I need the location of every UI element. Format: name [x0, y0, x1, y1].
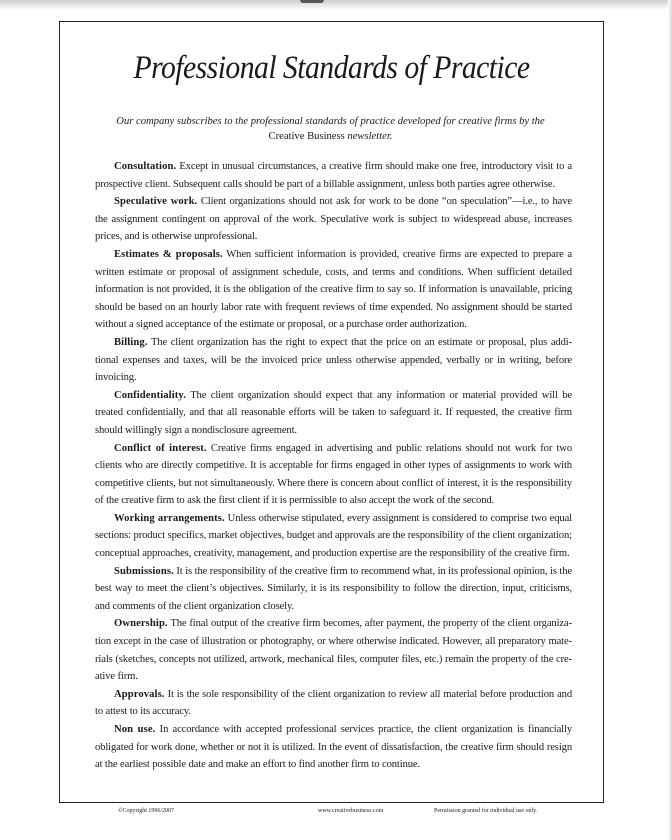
section-heading: Estimates & proposals.	[114, 248, 223, 260]
standards-list	[95, 158, 572, 774]
section-heading: Ownership.	[114, 618, 168, 630]
section-heading: Working arrangements.	[114, 512, 225, 524]
viewer-top-edge	[0, 0, 672, 10]
section-heading: Speculative work.	[114, 196, 198, 208]
section-body: Unless otherwise stipulated, every assignment is considered to comprise two equal sections: product specifics, market objectives, budget and approvals are the responsibility of the client organization; conceptual approaches, creativity, management, and production expertise are the responsibility of the creative firm.	[95, 512, 573, 560]
intro-text	[88, 114, 573, 144]
section-heading: Conflict of interest.	[114, 442, 207, 454]
section-confidentiality	[95, 387, 572, 440]
intro-statement: Our company subscribes to the professional standards of practice developed for creative firms by the	[116, 116, 545, 127]
footer-copyright: ©Copyright 1996/2007	[118, 808, 175, 814]
section-approvals	[95, 686, 572, 721]
section-heading: Submissions.	[114, 565, 174, 577]
section-non-use	[95, 721, 572, 774]
section-body: The final output of the creative firm becomes, after payment, the property of the client organiza-tion except in the case of illustration or photography, or where otherwise indicated. However, all preparatory mate-rials (sketches, concepts not utilized, artwork, mechanical files, computer files, etc.) remain the property of the cre-ative firm.	[95, 618, 572, 683]
section-conflict-of-interest	[95, 440, 572, 510]
section-heading: Non use.	[114, 724, 156, 735]
footer-permission: Permission granted for individual use only.	[434, 808, 538, 814]
section-body: Except in unusual circumstances, a creative firm should make one free, introductory visit to a prospective client. Subsequent calls should be part of a billable assignment, unless both parties agree otherwise.	[95, 161, 572, 190]
section-speculative-work	[95, 193, 572, 246]
section-body: It is the responsibility of the creative firm to recommend what, in its professional opinion, is the best way to meet the client’s objectives. Similarly, it is its responsibility to follow the direction, input, criticisms, and comments of the client organization closely.	[95, 565, 572, 612]
section-heading: Billing.	[114, 336, 148, 348]
section-body: It is the sole responsibility of the client organization to review all material before production and to attest to its accuracy.	[95, 688, 573, 718]
section-body: When sufficient information is provided, creative firms are expected to prepare a written estimate or proposal of assignment schedule, costs, and terms and conditions. When sufficient detailed information is not provided, it is the obligation of the creative firm to say so. If information is unavailable, pricing should be based on an hourly labor rate with frequent reviews of time expended. No assignment should be started without a signed acceptance of the estimate or proposal, or a purchase order authorization.	[95, 248, 573, 331]
intro-source-name: Creative Business	[268, 131, 345, 142]
section-consultation	[95, 158, 572, 193]
section-body: Client organizations should not ask for work to be done “on speculation”—i.e., to have the assignment contingent on approval of the work. Speculative work is subject to widespread abuse, increases prices, and is otherwise unprofessional.	[95, 196, 573, 243]
section-body: The client organization should expect that any information or material provided will be treated confidentially, and that all reasonable efforts will be taken to safeguard it. If requested, the creative firm should willingly sign a nondisclosure agreement.	[95, 389, 572, 436]
section-submissions	[95, 563, 572, 616]
viewer-top-handle	[300, 0, 324, 3]
section-ownership	[95, 615, 572, 685]
section-body: The client organization has the right to expect that the price on an estimate or proposal, plus addi-tional expenses and taxes, will be the invoiced price unless otherwise appended, verbally or in writing, before invoicing.	[95, 336, 572, 384]
section-body: Creative firms engaged in advertising and public relations should not work for two clients who are directly competitive. It is acceptable for firms engaged in other types of assignments to work with competitive clients, but not simultaneously. Where there is concern about conflict of interest, it is the responsibility of the creative firm to ask the first client if it is permissible to also accept the work of the second.	[95, 442, 573, 507]
viewer-right-edge	[668, 0, 672, 840]
intro-source-suffix: newsletter.	[347, 131, 393, 142]
page-title: Professional Standards of Practice	[133, 50, 530, 86]
section-heading: Consultation.	[114, 161, 177, 172]
section-billing	[95, 334, 572, 387]
section-working-arrangements	[95, 510, 572, 563]
section-heading: Approvals.	[114, 688, 165, 700]
section-heading: Confidentiality.	[114, 389, 186, 401]
section-estimates-proposals	[95, 246, 572, 334]
footer-website: www.creativebusiness.com	[318, 808, 384, 814]
section-body: In accordance with accepted professional services practice, the client organization is financially obligated for work done, whether or not it is utilized. In the event of dissatisfaction, the creative firm should resign at the earliest possible date and make an effort to find another firm to continue.	[95, 724, 573, 771]
